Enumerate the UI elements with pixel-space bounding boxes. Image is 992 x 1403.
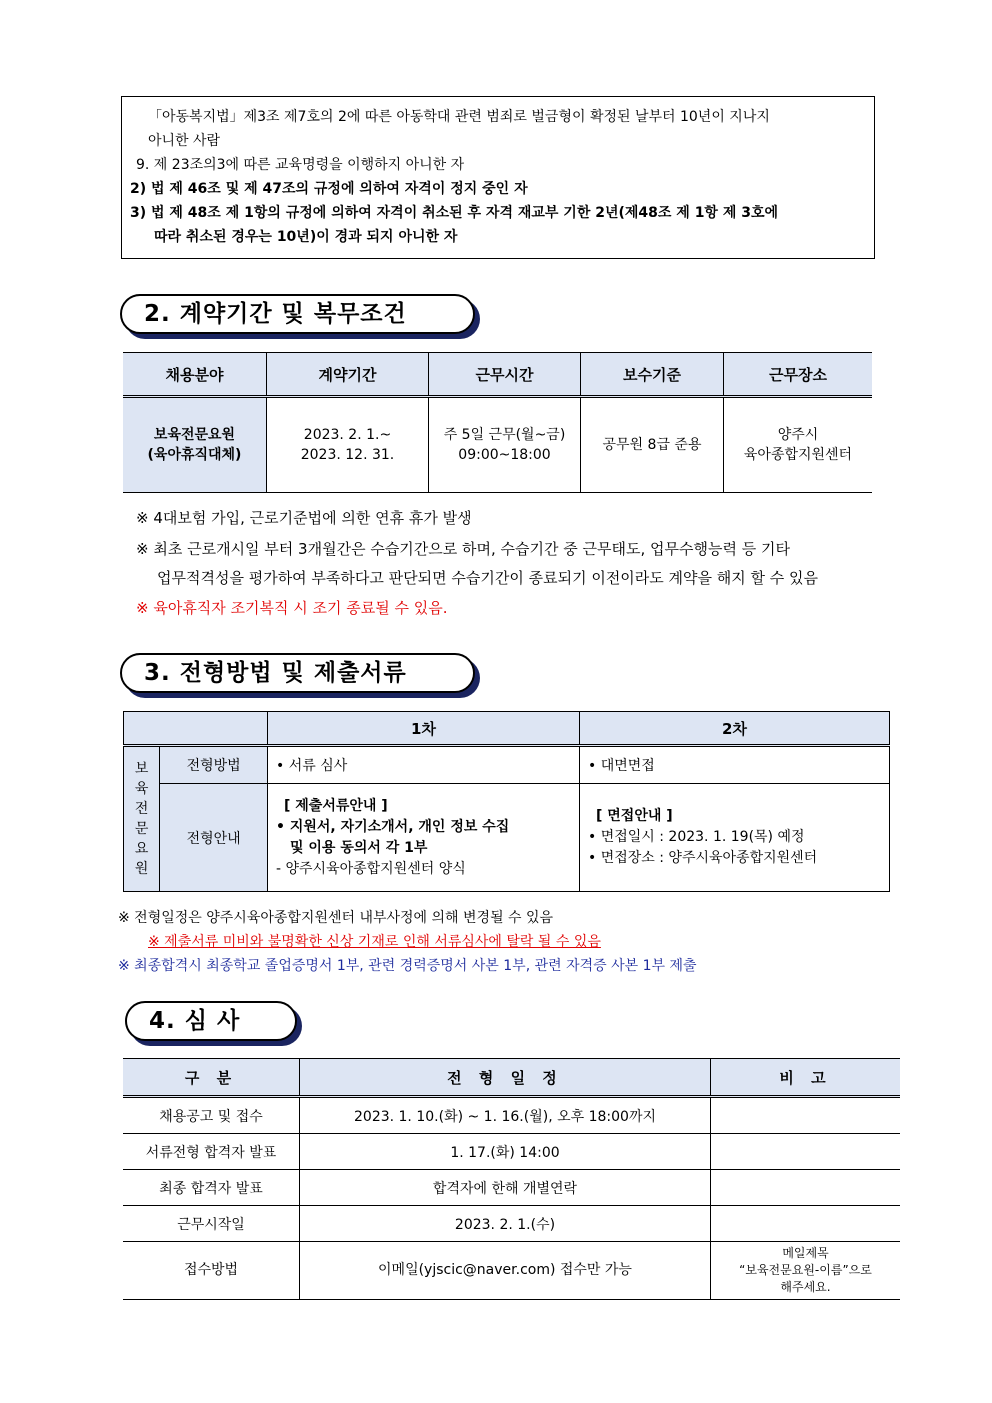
row-remark <box>711 1097 901 1134</box>
disqualify-line: 「아동복지법」제3조 제7호의 2에 따른 아동학대 관련 범죄로 벌금형이 확정된 날부터 10년이 지나지 <box>148 109 770 125</box>
note-schedule-change: ※ 전형일정은 양주시육아종합지원센터 내부사정에 의해 변경될 수 있음 <box>118 910 554 926</box>
period-start: 2023. 2. 1.~ <box>303 427 392 443</box>
row-schedule: 2023. 1. 10.(화) ~ 1. 16.(월), 오후 18:00까지 <box>300 1097 711 1134</box>
vert-char: 요 <box>134 841 149 857</box>
field-note: (육아휴직대체) <box>147 447 242 463</box>
disqualify-line: 3) 법 제 48조 제 1항의 규정에 의하여 자격이 취소된 후 자격 재교부 기한 2년(제48조 제 1항 제 3호에 <box>130 205 779 221</box>
place-city: 양주시 <box>777 427 819 443</box>
method-round-2: • 대면면접 <box>580 746 890 784</box>
guide2-title: [ 면접안내 ] <box>596 808 673 824</box>
row-remark <box>711 1170 901 1206</box>
review-row <box>123 1206 900 1242</box>
hours-time: 09:00~18:00 <box>458 447 551 463</box>
note-early-end: ※ 육아휴직자 조기복직 시 조기 종료될 수 있음. <box>136 599 448 617</box>
guide2-place: • 면접장소 : 양주시육아종합지원센터 <box>588 850 818 866</box>
row-label: 서류전형 합격자 발표 <box>123 1134 300 1170</box>
selection-header-row <box>124 712 890 746</box>
period-end: 2023. 12. 31. <box>300 447 395 463</box>
disqualify-line: 9. 제 23조의3에 따른 교육명령을 이행하지 아니한 자 <box>136 157 465 173</box>
row-schedule: 2023. 2. 1.(수) <box>300 1206 711 1242</box>
guide-round-1 <box>268 784 580 892</box>
header-empty <box>124 712 268 746</box>
row-schedule-email[interactable]: 이메일(yjscic@naver.com) 접수만 가능 <box>300 1242 711 1300</box>
guide-label: 전형안내 <box>160 784 268 892</box>
guide1-title: [ 제출서류안내 ] <box>284 797 388 814</box>
contract-header-row <box>123 353 872 397</box>
remark-line: 해주세요. <box>780 1280 831 1294</box>
guide1-docs-cont: 및 이용 동의서 각 1부 <box>290 839 428 856</box>
cell-field <box>123 397 267 493</box>
contract-row <box>123 397 872 493</box>
method-round-1: • 서류 심사 <box>268 746 580 784</box>
vert-char: 문 <box>134 821 149 837</box>
section-3-title: 3. 전형방법 및 제출서류 <box>120 653 475 693</box>
guide2-date: • 면접일시 : 2023. 1. 19(목) 예정 <box>588 829 805 845</box>
note-final-docs: ※ 최종합격시 최종학교 졸업증명서 1부, 관련 경력증명서 사본 1부, 관련 자격증 사본 1부 제출 <box>118 958 697 974</box>
review-table <box>123 1058 900 1300</box>
section-4-title: 4. 심 사 <box>125 1001 297 1041</box>
guide1-form: - 양주시육아종합지원센터 양식 <box>276 860 466 877</box>
row-label: 최종 합격자 발표 <box>123 1170 300 1206</box>
vert-char: 육 <box>134 781 149 797</box>
place-center: 육아종합지원센터 <box>743 447 853 463</box>
review-row <box>123 1170 900 1206</box>
selection-table <box>123 711 890 892</box>
review-row <box>123 1097 900 1134</box>
cell-period <box>267 397 429 493</box>
row-label: 근무시작일 <box>123 1206 300 1242</box>
section-2-title: 2. 계약기간 및 복무조건 <box>120 294 475 334</box>
review-row <box>123 1134 900 1170</box>
disqualify-line: 아니한 사람 <box>148 133 221 149</box>
review-header-row <box>123 1059 900 1097</box>
row-remark-email <box>711 1242 901 1300</box>
method-row <box>124 746 890 784</box>
row-label: 채용공고 및 접수 <box>123 1097 300 1134</box>
row-schedule: 1. 17.(화) 14:00 <box>300 1134 711 1170</box>
remark-line: 메일제목 <box>782 1246 829 1260</box>
guide-row <box>124 784 890 892</box>
review-row <box>123 1242 900 1300</box>
header-category: 구 분 <box>123 1059 300 1097</box>
header-schedule: 전 형 일 정 <box>300 1059 711 1097</box>
field-name: 보육전문요원 <box>153 427 236 443</box>
header-field: 채용분야 <box>123 353 267 397</box>
vert-char: 원 <box>134 861 149 877</box>
header-round-2: 2차 <box>580 712 890 746</box>
disqualify-line: 2) 법 제 46조 및 제 47조의 규정에 의하여 자격이 정지 중인 자 <box>130 181 528 197</box>
disqualify-line: 따라 취소된 경우는 10년)이 경과 되지 아니한 자 <box>154 229 458 245</box>
cell-place <box>724 397 873 493</box>
header-period: 계약기간 <box>267 353 429 397</box>
disqualification-box <box>121 96 875 259</box>
guide1-docs: • 지원서, 자기소개서, 개인 정보 수집 <box>276 818 510 835</box>
hours-days: 주 5일 근무(월~금) <box>443 427 566 443</box>
header-round-1: 1차 <box>268 712 580 746</box>
contract-table <box>123 352 872 493</box>
vert-char: 전 <box>134 801 149 817</box>
cell-pay: 공무원 8급 준용 <box>581 397 724 493</box>
header-hours: 근무시간 <box>429 353 581 397</box>
guide-round-2 <box>580 784 890 892</box>
header-place: 근무장소 <box>724 353 873 397</box>
header-remark: 비 고 <box>711 1059 901 1097</box>
note-insurance: ※ 4대보험 가입, 근로기준법에 의한 연휴 휴가 발생 <box>136 509 472 527</box>
row-remark <box>711 1134 901 1170</box>
vertical-field-label <box>124 746 160 892</box>
remark-line: “보육전문요원-이름”으로 <box>739 1263 872 1277</box>
vert-char: 보 <box>134 761 149 777</box>
note-disqualify-docs: ※ 제출서류 미비와 불명확한 신상 기재로 인해 서류심사에 탈락 될 수 있음 <box>148 934 601 950</box>
row-label: 접수방법 <box>123 1242 300 1300</box>
header-pay: 보수기준 <box>581 353 724 397</box>
row-remark <box>711 1206 901 1242</box>
row-schedule: 합격자에 한해 개별연락 <box>300 1170 711 1206</box>
note-probation: ※ 최초 근로개시일 부터 3개월간은 수습기간으로 하며, 수습기간 중 근무태도, 업무수행능력 등 기타 <box>136 540 790 558</box>
method-label: 전형방법 <box>160 746 268 784</box>
note-probation-cont: 업무적격성을 평가하여 부족하다고 판단되면 수습기간이 종료되기 이전이라도 계약을 해지 할 수 있음 <box>157 569 819 587</box>
cell-hours <box>429 397 581 493</box>
